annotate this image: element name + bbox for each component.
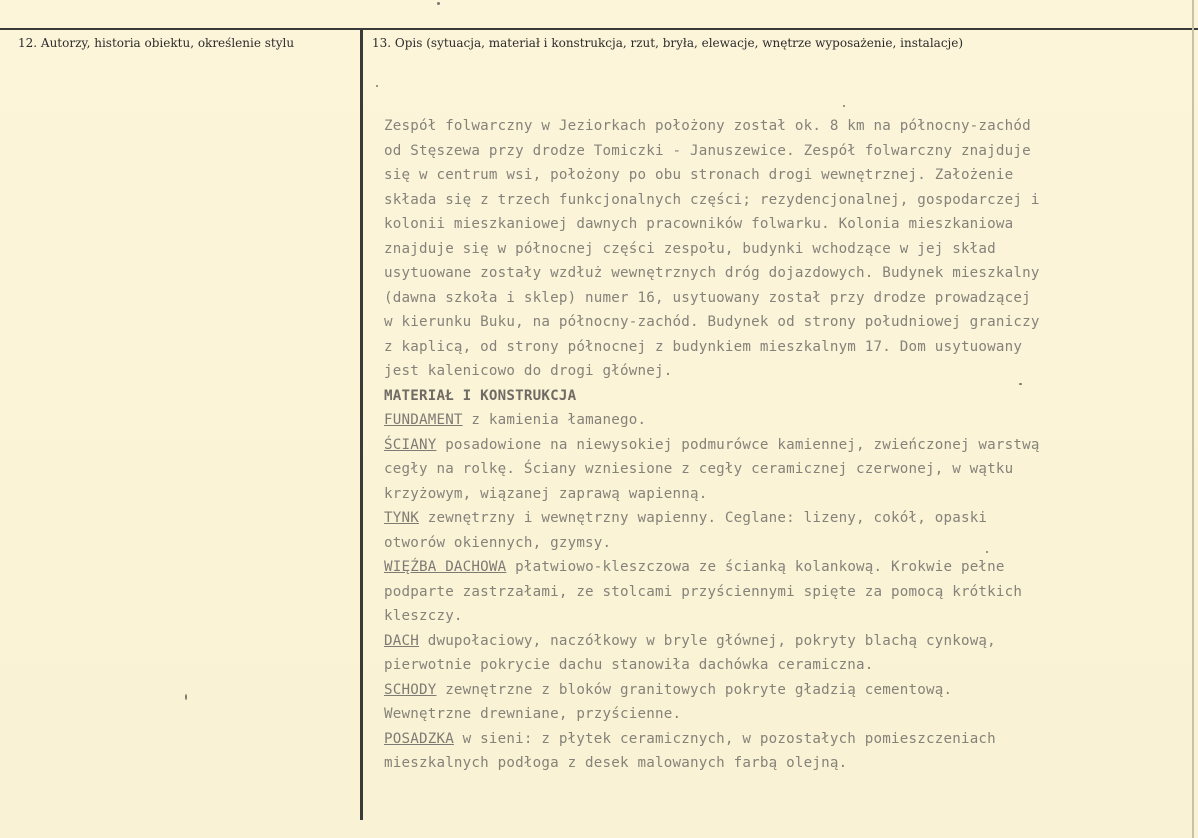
- scan-speck: [376, 85, 378, 87]
- section-label: DACH: [384, 632, 419, 649]
- page-edge: [1192, 0, 1194, 838]
- description-line: od Stęszewa przy drodze Tomiczki - Januszewice. Zespół folwarczny znajduje: [384, 142, 1031, 159]
- description-line: się w centrum wsi, położony po obu stronach drogi wewnętrznej. Założenie: [384, 167, 1014, 183]
- section-line: [384, 506, 1134, 531]
- section-line: pierwotnie pokrycie dachu stanowiła dachówka ceramiczna.: [384, 657, 874, 673]
- section-line: Wewnętrzne drewniane, przyścienne.: [384, 706, 682, 722]
- scan-speck: [185, 694, 187, 700]
- column-divider: [360, 30, 363, 820]
- section-line: [384, 408, 1134, 433]
- section-label: FUNDAMENT: [384, 412, 463, 428]
- section-line: [384, 629, 1134, 654]
- section-text: posadowione na niewysokiej podmurówce kamiennej, zwieńczonej warstwą: [436, 436, 1040, 453]
- description-line: jest kalenicowo do drogi głównej.: [384, 363, 673, 379]
- section-line: cegły na rolkę. Ściany wzniesione z cegły ceramicznej czerwonej, w wątku: [384, 461, 1014, 477]
- section-line: kleszczy.: [384, 608, 463, 624]
- section-line: [384, 678, 1134, 703]
- description-line: Zespół folwarczny w Jeziorkach położony został ok. 8 km na północny-zachód: [384, 118, 1031, 134]
- top-rule: [0, 28, 1198, 30]
- scan-speck: [1019, 383, 1022, 385]
- section-line: mieszkalnych podłoga z desek malowanych farbą olejną.: [384, 755, 848, 771]
- section-label: SCHODY: [384, 681, 437, 698]
- description-line: kolonii mieszkaniowej dawnych pracowników folwarku. Kolonia mieszkaniowa: [384, 216, 1014, 232]
- section-line: krzyżowym, wiązanej zaprawą wapienną.: [384, 485, 708, 502]
- section-label: POSADZKA: [384, 730, 454, 747]
- description-text: [384, 114, 1134, 776]
- section-label: WIĘŹBA DACHOWA: [384, 559, 507, 575]
- section-label: TYNK: [384, 510, 419, 526]
- section-text: płatwiowo-kleszczowa ze ścianką kolankową. Krokwie pełne: [506, 559, 1005, 575]
- description-line: składa się z trzech funkcjonalnych części; rezydencjonalnej, gospodarczej i: [384, 191, 1040, 208]
- section-text: zewnętrzne z bloków granitowych pokryte gładzią cementową.: [436, 681, 953, 698]
- section-label: ŚCIANY: [384, 436, 437, 453]
- description-line: znajduje się w północnej części zespołu, budynki wchodzące w jej skład: [384, 240, 996, 257]
- section-text: z kamienia łamanego.: [462, 412, 647, 428]
- description-line: usytuowane zostały wzdłuż wewnętrznych dróg dojazdowych. Budynek mieszkalny: [384, 265, 1040, 281]
- section-line: [384, 727, 1134, 752]
- scan-speck: [843, 105, 845, 107]
- section-line: [384, 433, 1134, 458]
- section-text: w sieni: z płytek ceramicznych, w pozostałych pomieszczeniach: [453, 730, 996, 747]
- description-line: (dawna szkoła i sklep) numer 16, usytuowany został przy drodze prowadzącej: [384, 289, 1031, 306]
- section-title: MATERIAŁ I KONSTRUKCJA: [384, 387, 577, 404]
- section-text: zewnętrzny i wewnętrzny wapienny. Ceglane: lizeny, cokół, opaski: [418, 510, 988, 526]
- section-text: dwupołaciowy, naczółkowy w bryle głównej, pokryty blachą cynkową,: [418, 632, 996, 649]
- field-12-heading: 12. Autorzy, historia obiektu, określenie stylu: [18, 36, 295, 50]
- description-line: z kaplicą, od strony północnej z budynkiem mieszkalnym 17. Dom usytuowany: [384, 338, 1023, 355]
- section-line: podparte zastrzałami, ze stolcami przyściennymi spięte za pomocą krótkich: [384, 583, 1023, 600]
- section-line: [384, 555, 1134, 580]
- description-line: w kierunku Buku, na północny-zachód. Budynek od strony południowej graniczy: [384, 314, 1040, 330]
- scan-speck: [986, 551, 988, 553]
- section-line: otworów okiennych, gzymsy.: [384, 534, 612, 551]
- scan-speck: [437, 2, 440, 5]
- field-13-heading: 13. Opis (sytuacja, materiał i konstrukcja, rzut, bryła, elewacje, wnętrze wyposażenie, instalacje): [372, 36, 964, 50]
